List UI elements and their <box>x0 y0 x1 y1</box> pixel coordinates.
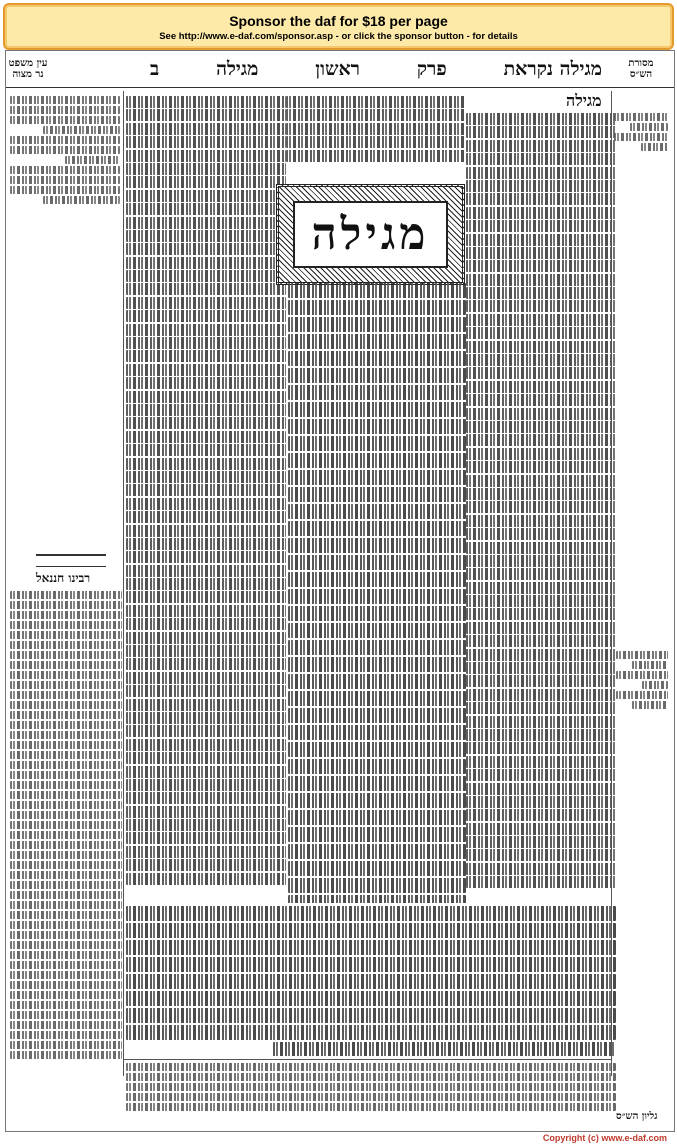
sponsor-banner[interactable] <box>3 3 674 50</box>
header-masechet: מגילה נקראת <box>503 57 602 80</box>
right-margin-notes <box>616 651 668 951</box>
tractate-title: מגילה <box>293 201 448 268</box>
masoret-label-2: הש״ס <box>629 69 653 80</box>
sponsor-title[interactable]: Sponsor the daf for $18 per page <box>229 13 448 29</box>
rabbeinu-chananel-title: רבינו חננאל <box>36 571 91 585</box>
footnote-divider <box>124 1059 612 1060</box>
header-perek: פרק <box>416 57 447 80</box>
header-rule <box>6 87 674 88</box>
header-tractate: מגילה <box>216 57 259 80</box>
talmud-page <box>5 50 675 1132</box>
gemara-text <box>288 283 466 903</box>
page-header <box>146 53 606 85</box>
tosafot-column <box>126 96 286 896</box>
masoret-hashas-label <box>611 53 671 85</box>
ein-mishpat-label-2: נר מצוה <box>12 69 44 80</box>
ein-mishpat-label <box>8 53 48 85</box>
header-perek-number: ראשון <box>315 57 360 80</box>
column-divider-right <box>611 91 612 1076</box>
rashi-column <box>466 113 616 898</box>
section-ornament <box>36 554 106 567</box>
copyright-notice: Copyright (c) www.e-daf.com <box>542 1133 667 1143</box>
header-daf: ב <box>150 57 160 80</box>
masoret-label-1: מסורת <box>628 58 654 69</box>
ein-mishpat-label-1: עין משפט <box>8 58 48 69</box>
tosafot-top-band <box>286 96 466 176</box>
masoret-hashas-column <box>614 113 668 533</box>
gemara-bottom-band <box>126 906 616 1056</box>
rabbeinu-chananel-column <box>10 591 122 1071</box>
rashi-lead-word: מגילה <box>566 91 602 110</box>
gilyon-hashas-notes <box>126 1063 616 1123</box>
ein-mishpat-column <box>10 96 120 546</box>
tractate-title-box <box>276 184 465 285</box>
column-divider-left <box>123 91 124 1076</box>
sponsor-subtitle[interactable]: See http://www.e-daf.com/sponsor.asp - or click the sponsor button - for details <box>159 31 518 42</box>
gilyon-hashas-label: גליון הש״ס <box>616 1111 658 1122</box>
